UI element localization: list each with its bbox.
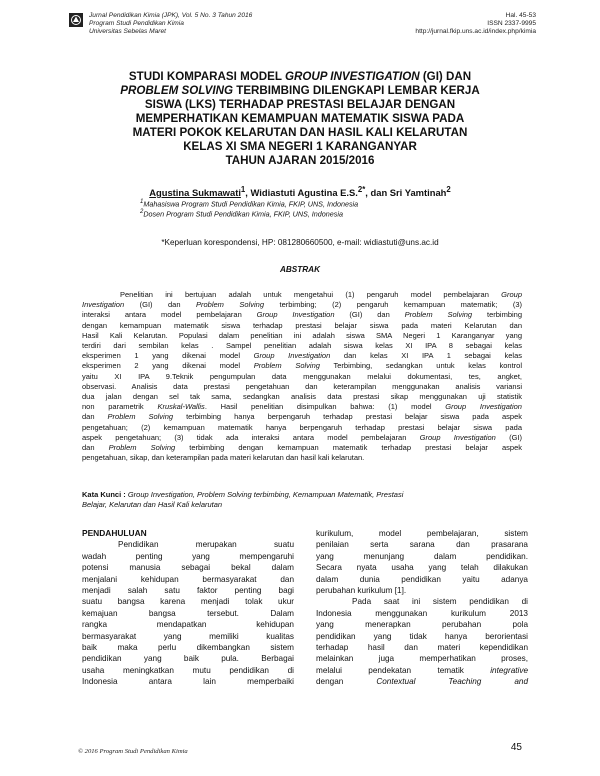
abstract-heading: ABSTRAK [279,265,321,274]
affiliation-1: $^1$Mahasiswa Program Studi Pendidikan Kimia, FKIP, UNS, Indonesia [140,199,359,209]
affiliation-2: $^2$Dosen Program Studi Pendidikan Kimia, FKIP, UNS, Indonesia [140,209,343,219]
publication-info [415,12,536,36]
keywords: Kata Kunci : Group Investigation, Problem Solving terbimbing, Kemampuan Matematik, Prestasi Belajar, Kelarutan dan Hasil Kali kelarutan [82,490,404,510]
body-column-right: kurikulum, model pembelajaran, sistem penilaian serta sarana dan prasarana yang menunjang dalam pendidikan. Secara nyata usaha yang telah dilakukan dalam dunia pendidikan yaitu adanya perubahan kurikulum [1]. Pada saat ini sistem pendidikan di Indonesia menggunakan kurikulum 2013 yang menerapkan perubahan pola pendidikan yang tidak hanya berorientasi terhadap hasil dan materi kependidikan melainkan juga memperhatikan proses, melalui pendekatan tematik integrative dengan Contextual Teaching and [316,529,528,687]
affiliations [140,198,358,219]
abstract-body: Penelitian ini bertujuan adalah untuk mengetahui (1) pengaruh model pembelajaran Group Investigation (GI) dan Problem Solving terbimbing; (2) pengaruh kemampuan matematik; (3) interaksi antara model pembelajaran Group Investigation (GI) dan Problem Solving terbimbing dengan kemampuan matematik siswa terhadap prestasi belajar siswa pada materi Kelarutan dan Hasil Kali Kelarutan. Populasi dalam penelitian ini adalah siswa SMA Negeri 1 Karanganyar yang terdiri dari sembilan kelas . Sampel penelitian adalah siswa kelas XI IPA 8 sebagai kelas eksperimen 1 yang dikenai model Group Investigation dan kelas XI IPA 1 sebagai kelas eksperimen 2 yang dikenai model Problem Solving Terbimbing, sedangkan untuk kelas kontrol yaitu XI IPA 9.Teknik pengumpulan data menggunakan melalui dokumentasi, tes, angket, observasi. Analisis data prestasi pengetahuan dan keterampilan menggunakan analisis variansi dua jalan dengan sel tak sama, sedangkan analisis data prestasi sikap menggunakan uji statistik non parametrik Kruskal-Wallis. Hasil penelitian disimpulkan bahwa: (1) model Group Investigation dan Problem Solving terbimbing hanya berpengaruh terhadap prestasi belajar siswa pada aspek pengetahuan; (2) kemampuan matematik hanya berpengaruh terhadap prestasi belajar siswa pada aspek pengetahuan; (3) tidak ada interaksi antara model pembelajaran Group Investigation (GI) dan Problem Solving terbimbing dengan kemampuan matematik terhadap prestasi belajar aspek pengetahuan, sikap, dan keterampilan pada materi kelarutan dan hasil kali kelarutan. [82,290,523,463]
author-3: , dan Sri Yamtinah [365,187,447,199]
journal-url[interactable]: http://jurnal.fkip.uns.ac.id/index.php/kimia [415,28,536,35]
footer-copyright: © 2016 Program Studi Pendidikan Kimia [78,748,188,755]
page-range: Hal. 45-53 [505,12,536,19]
author-list: Agustina Sukmawati$^1$, Widiastuti Agustina E.S.$^{2*}$, dan Sri Yamtinah$^2$ [149,185,451,199]
paper-title: STUDI KOMPARASI MODEL GROUP INVESTIGATION (GI) DAN PROBLEM SOLVING TERBIMBING DILENGKAPI LEMBAR KERJA SISWA (LKS) TERHADAP PRESTASI BELAJAR DENGAN MEMPERHATIKAN KEMAMPUAN MATEMATIK SISWA PADA MATERI POKOK KELARUTAN DAN HASIL KALI KELARUTAN KELAS XI SMA NEGERI 1 KARANGANYAR TAHUN AJARAN 2015/2016 [120,70,480,167]
body-column-left: PENDAHULUAN Pendidikan merupakan suatu wadah penting yang mempengaruhi potensi manusia sebagai bekal dalam menjalani kehidupan bermasyarakat dan menjadi salah satu faktor penting bagi suatu bangsa karena menjadi tolak ukur kemajuan bangsa tersebut. Dalam rangka mendapatkan kehidupan bermasyarakat yang memiliki kualitas baik maka perlu dikembangkan sistem pendidikan yang baik pula. Berbagai usaha meningkatkan mutu pendidikan di Indonesia antara lain memperbaiki [82,528,294,687]
journal-info [89,12,252,36]
university-logo-icon [69,13,83,27]
page-header [76,12,536,52]
issn: ISSN 2337-9995 [487,20,536,27]
program-name: Program Studi Pendidikan Kimia [89,20,184,27]
correspondence: *Keperluan korespondensi, HP: 081280660500, e-mail: widiastuti@uns.ac.id [161,238,439,247]
journal-name: Jurnal Pendidikan Kimia (JPK), Vol. 5 No. 3 Tahun 2016 [89,12,253,19]
page-number: 45 [510,742,522,753]
author-2: , Widiastuti Agustina E.S. [245,187,358,199]
author-1: Agustina Sukmawati [149,187,241,199]
section-heading: PENDAHULUAN [82,528,147,538]
university-name: Universitas Sebelas Maret [89,28,166,35]
keywords-label: Kata Kunci : [82,490,126,499]
